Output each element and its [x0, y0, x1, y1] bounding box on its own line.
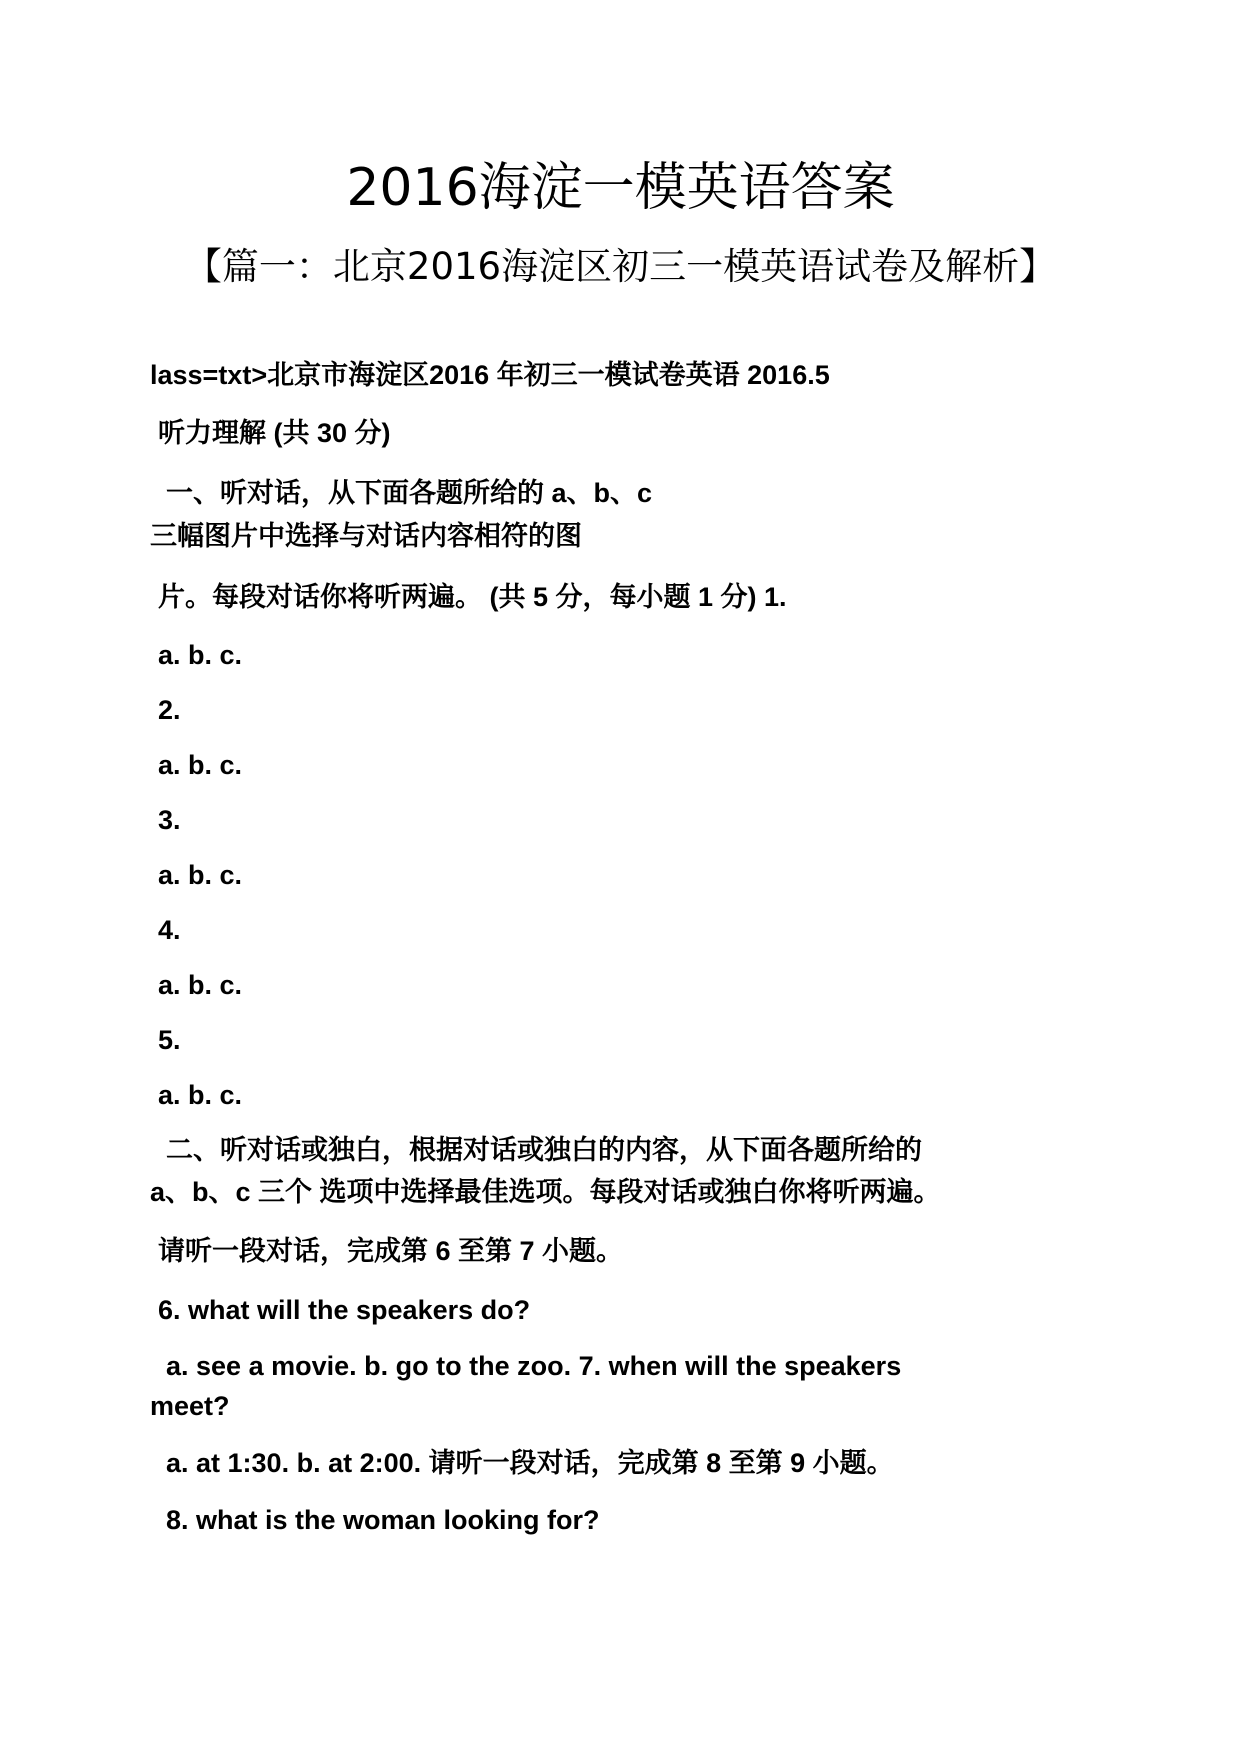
question-4-options: a. b. c. — [158, 970, 243, 1000]
question-2-number: 2. — [158, 695, 181, 725]
question-3-options: a. b. c. — [158, 860, 243, 890]
dialogue-instruction-6-7: 请听一段对话，完成第 6 至第 7 小题。 — [158, 1236, 624, 1266]
question-8: 8. what is the woman looking for? — [166, 1505, 600, 1535]
part-one-instruction-3: 片。每段对话你将听两遍。 (共 5 分，每小题 1 分) 1. — [158, 582, 787, 612]
question-5-options: a. b. c. — [158, 1080, 243, 1110]
document-title: 2016海淀一模英语答案 — [346, 158, 895, 218]
question-7-continuation: meet? — [150, 1391, 230, 1421]
document-subtitle: 【篇一：北京2016海淀区初三一模英语试卷及解析】 — [184, 245, 1057, 288]
question-6-options-question-7: a. see a movie. b. go to the zoo. 7. when will the speakers — [166, 1351, 902, 1381]
part-one-instruction-1: 一、听对话，从下面各题所给的 a、b、c — [166, 478, 653, 508]
part-two-instruction-1: 二、听对话或独白，根据对话或独白的内容，从下面各题所给的 — [166, 1135, 922, 1165]
question-2-options: a. b. c. — [158, 750, 243, 780]
part-two-instruction-2: a、b、c 三个 选项中选择最佳选项。每段对话或独白你将听两遍。 — [150, 1177, 941, 1207]
question-7-options-dialogue-instruction: a. at 1:30. b. at 2:00. 请听一段对话，完成第 8 至第 9 小题。 — [166, 1448, 894, 1478]
part-one-instruction-2: 三幅图片中选择与对话内容相符的图 — [150, 521, 582, 551]
question-3-number: 3. — [158, 805, 181, 835]
question-4-number: 4. — [158, 915, 181, 945]
section-heading-listening: 听力理解 (共 30 分) — [158, 418, 391, 448]
question-6: 6. what will the speakers do? — [158, 1295, 531, 1325]
exam-header-line: lass=txt>北京市海淀区2016 年初三一模试卷英语 2016.5 — [150, 360, 830, 390]
question-5-number: 5. — [158, 1025, 181, 1055]
question-1-options: a. b. c. — [158, 640, 243, 670]
